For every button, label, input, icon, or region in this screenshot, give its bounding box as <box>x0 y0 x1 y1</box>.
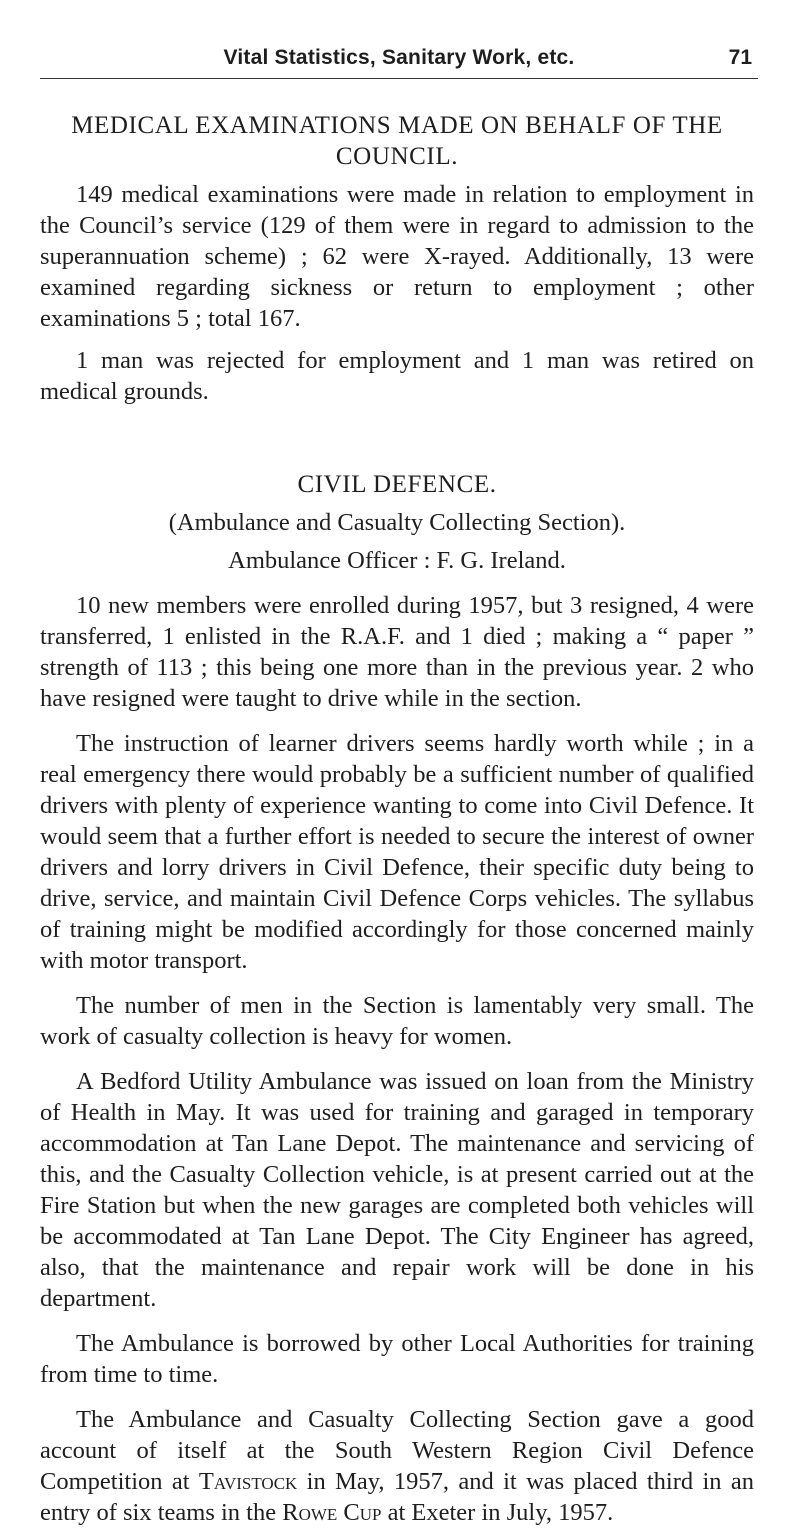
running-title: Vital Statistics, Sanitary Work, etc. <box>223 46 575 69</box>
medical-paragraph-2: 1 man was rejected for employment and 1 man was retired on medical grounds. <box>40 347 754 405</box>
running-header <box>40 44 758 79</box>
civil-defence-paragraph-3: The number of men in the Section is lamentably very small. The work of casualty collection is heavy for women. <box>40 992 754 1050</box>
ambulance-officer-line: Ambulance Officer : F. G. Ireland. <box>228 547 566 574</box>
rowe-cup-name: Rowe Cup <box>282 1499 382 1526</box>
medical-examinations-heading: MEDICAL EXAMINATIONS MADE ON BEHALF OF THE COUNCIL. <box>71 112 723 170</box>
medical-examinations-section <box>40 110 754 407</box>
civil-defence-section <box>40 469 754 1528</box>
medical-paragraph-1: 149 medical examinations were made in relation to employment in the Council’s service (129 of them were in regard to admission to the superannuation scheme) ; 62 were X-rayed. Additionally, 13 were examined regarding sickness or return to employment ; other examinations 5 ; total 167. <box>40 181 754 332</box>
paragraph-6-part-3: at Exeter in July, 1957. <box>381 1499 614 1526</box>
tavistock-place-name: Tavistock <box>198 1468 298 1495</box>
civil-defence-paragraph-5: The Ambulance is borrowed by other Local Authorities for training from time to time. <box>40 1330 754 1388</box>
civil-defence-paragraph-6 <box>40 1404 754 1528</box>
paragraph-6-part-1: The Ambulance and Casualty Collecting Section gave a good account of itself at the South Western Region Civil Defence Competition at <box>40 1406 754 1495</box>
civil-defence-heading: CIVIL DEFENCE. <box>297 471 497 498</box>
civil-defence-paragraph-1: 10 new members were enrolled during 1957, but 3 resigned, 4 were transferred, 1 enlisted in the R.A.F. and 1 died ; making a “ paper ” strength of 113 ; this being one more than in the previous year. 2 who have resigned were taught to drive while in the section. <box>40 592 754 712</box>
page-number: 71 <box>728 46 752 69</box>
civil-defence-subheading: (Ambulance and Casualty Collecting Section). <box>168 509 626 536</box>
civil-defence-paragraph-4: A Bedford Utility Ambulance was issued on loan from the Ministry of Health in May. It was used for training and garaged in temporary accommodation at Tan Lane Depot. The maintenance and servicing of this, and the Casualty Collection vehicle, is at present carried out at the Fire Station but when the new garages are completed both vehicles will be accommodated at Tan Lane Depot. The City Engineer has agreed, also, that the maintenance and repair work will be done in his department. <box>40 1068 754 1312</box>
civil-defence-paragraph-2: The instruction of learner drivers seems hardly worth while ; in a real emergency there would probably be a sufficient number of qualified drivers with plenty of experience wanting to come into Civil Defence. It would seem that a further effort is needed to secure the interest of owner drivers and lorry drivers in Civil Defence, their specific duty being to drive, service, and maintain Civil Defence Corps vehicles. The syllabus of training might be modified accordingly for those concerned mainly with motor transport. <box>40 730 754 974</box>
paragraph-6-part-2: in May, 1957, and it was placed third in an entry of six teams in the <box>40 1468 754 1526</box>
page-content <box>40 110 754 1528</box>
